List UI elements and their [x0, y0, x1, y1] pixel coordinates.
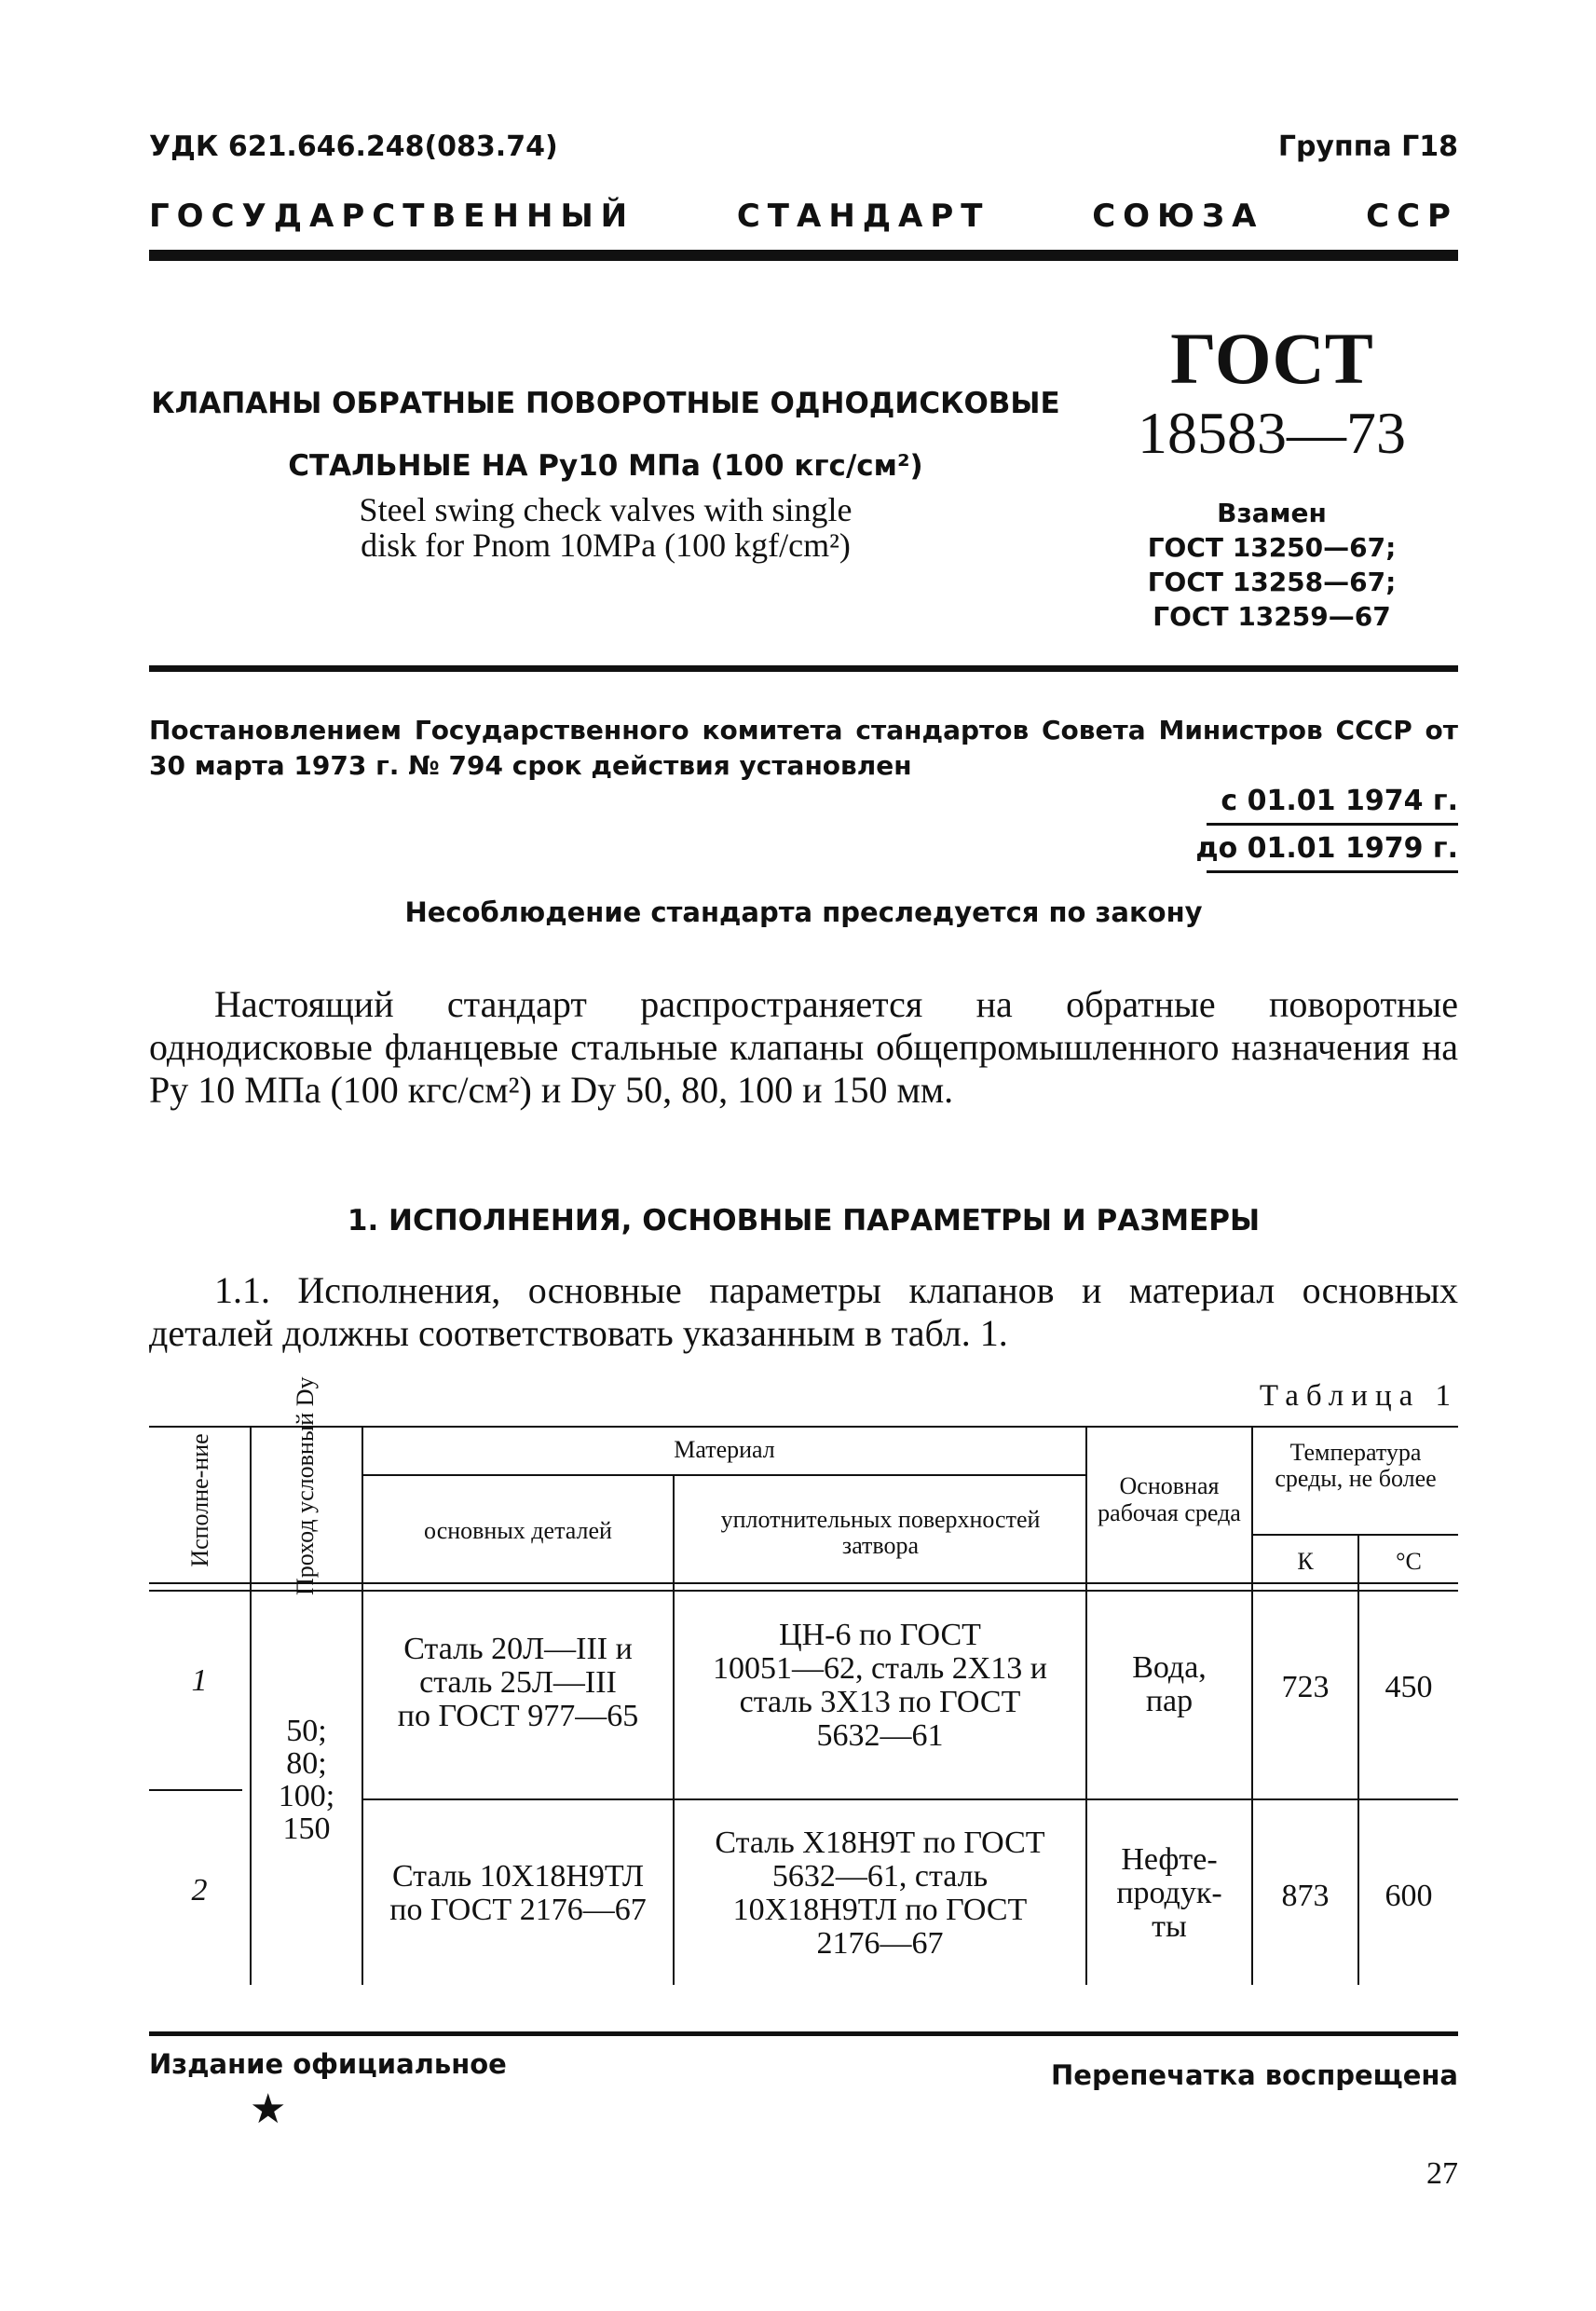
row1-material-seal-line: ЦН-6 по ГОСТ	[779, 1618, 981, 1652]
title-russian	[149, 373, 1062, 498]
table-rule	[1253, 1534, 1458, 1536]
udk-code: УДК 621.646.248(083.74)	[149, 130, 558, 163]
header-material-seal: уплотнительных поверхностей затвора	[720, 1506, 1041, 1559]
table-col-rule	[250, 1426, 252, 1985]
diameter-value: 50;	[286, 1714, 327, 1748]
header-temperature: Температура среды, не более	[1275, 1439, 1437, 1492]
gost-number: 18583—73	[1138, 400, 1406, 466]
date-rule	[1207, 823, 1458, 826]
effective-from: с 01.01 1974 г.	[1221, 785, 1458, 817]
row1-version: 1	[191, 1663, 208, 1698]
table-row-rule	[363, 1798, 1458, 1800]
row2-medium-line: ты	[1152, 1909, 1187, 1944]
banner-word: ССР	[1366, 198, 1458, 235]
row1-material-main-line: по ГОСТ 977—65	[397, 1699, 639, 1733]
table-header-rule	[149, 1582, 1458, 1584]
star-icon: ★	[250, 2086, 287, 2132]
title-ru-line: КЛАПАНЫ ОБРАТНЫЕ ПОВОРОТНЫЕ ОДНОДИСКОВЫЕ	[151, 387, 1060, 420]
row2-material-seal-line: Сталь Х18Н9Т по ГОСТ	[715, 1826, 1045, 1860]
table-header-rule	[149, 1590, 1458, 1592]
diameter-value: 100;	[278, 1779, 335, 1813]
table-caption: Таблица 1	[1259, 1379, 1458, 1413]
decree-text: Постановлением Государственного комитета стандартов Совета Министров СССР от 30 марта 1973 г. № 794 срок действия установлен	[149, 715, 1458, 781]
intro-paragraph: Настоящий стандарт распространяется на обратные поворотные однодисковые фланцевые стальные клапаны общепромышленного назначения на Pу 10 МПа (100 кгс/см²) и Dу 50, 80, 100 и 150 мм.	[149, 983, 1458, 1111]
row2-medium	[1087, 1843, 1251, 1944]
banner-rule	[149, 250, 1458, 261]
gost-label: ГОСТ	[1170, 318, 1373, 399]
table-col-rule	[1357, 1534, 1359, 1985]
header-version: Исполне-ние	[186, 1433, 213, 1567]
header-material-main: основных деталей	[424, 1517, 612, 1544]
official-edition: Издание официальное	[149, 2048, 507, 2080]
title-en-line: Steel swing check valves with single	[359, 491, 853, 528]
title-english	[149, 492, 1062, 563]
row1-material-seal-line: сталь 3Х13 по ГОСТ	[739, 1685, 1021, 1719]
row1-temp-k: 723	[1281, 1670, 1330, 1704]
row2-material-seal-line: 5632—61, сталь	[771, 1859, 989, 1894]
banner-word: ГОСУДАРСТВЕННЫЙ	[149, 198, 635, 235]
diameter-value: 150	[282, 1812, 331, 1846]
row1-material-main	[363, 1633, 673, 1733]
reprint-notice: Перепечатка воспрещена	[1051, 2059, 1458, 2091]
banner-word: СОЮЗА	[1092, 198, 1264, 235]
replaced-standard: ГОСТ 13250—67;	[1147, 532, 1397, 563]
effective-to: до 01.01 1979 г.	[1195, 832, 1458, 865]
title-rule	[149, 665, 1458, 672]
header-temp-c: °С	[1396, 1548, 1422, 1575]
row1-material-seal-line: 5632—61	[816, 1718, 944, 1753]
diameter-values	[252, 1715, 361, 1845]
row1-material-seal	[675, 1619, 1085, 1753]
penalty-notice: Несоблюдение стандарта преследуется по закону	[404, 896, 1203, 928]
replaced-standard: ГОСТ 13259—67	[1153, 601, 1391, 632]
group-code: Группа Г18	[1277, 130, 1458, 163]
table-top-rule	[149, 1426, 1458, 1428]
row2-temp-k: 873	[1281, 1879, 1330, 1913]
row2-material-seal	[675, 1826, 1085, 1961]
row2-temp-c: 600	[1385, 1879, 1433, 1913]
row1-medium-line: пар	[1145, 1684, 1194, 1718]
banner-word: СТАНДАРТ	[736, 198, 990, 235]
row2-material-main	[363, 1860, 673, 1927]
header-medium: Основная рабочая среда	[1098, 1472, 1241, 1526]
row1-material-seal-line: 10051—62, сталь 2Х13 и	[713, 1651, 1047, 1686]
replaces-block	[1118, 496, 1425, 634]
row2-version: 2	[191, 1873, 208, 1908]
table-row-rule	[149, 1789, 242, 1791]
section-heading: 1. ИСПОЛНЕНИЯ, ОСНОВНЫЕ ПАРАМЕТРЫ И РАЗМЕРЫ	[347, 1204, 1261, 1238]
header-diameter: Проход условный Dу	[292, 1376, 319, 1595]
row2-material-main-line: по ГОСТ 2176—67	[389, 1893, 647, 1927]
date-rule	[1207, 870, 1458, 873]
page-number: 27	[1426, 2156, 1458, 2191]
row2-material-seal-line: 2176—67	[816, 1926, 944, 1961]
row2-medium-line: продук-	[1116, 1876, 1222, 1910]
row1-material-main-line: сталь 25Л—III	[419, 1665, 617, 1700]
row2-material-seal-line: 10Х18Н9ТЛ по ГОСТ	[732, 1893, 1028, 1927]
row1-medium	[1087, 1651, 1251, 1718]
row1-medium-line: Вода,	[1132, 1650, 1207, 1685]
replaced-standard: ГОСТ 13258—67;	[1147, 567, 1397, 597]
title-en-line: disk for Pnom 10MPa (100 kgf/cm²)	[361, 526, 851, 564]
table-rule	[363, 1474, 1085, 1476]
standard-banner	[149, 198, 1458, 235]
replaces-label: Взамен	[1217, 498, 1327, 528]
paragraph-1-1: 1.1. Исполнения, основные параметры клапанов и материал основных деталей должны соответствовать указанным в табл. 1.	[149, 1269, 1458, 1354]
row2-medium-line: Нефте-	[1121, 1842, 1218, 1877]
diameter-value: 80;	[286, 1746, 327, 1781]
row1-temp-c: 450	[1385, 1670, 1433, 1704]
title-ru-line: СТАЛЬНЫЕ НА Pу10 МПа (100 кгс/см²)	[288, 449, 923, 483]
header-material: Материал	[674, 1436, 775, 1463]
row2-material-main-line: Сталь 10Х18Н9ТЛ	[391, 1859, 645, 1894]
row1-material-main-line: Сталь 20Л—III и	[403, 1632, 633, 1666]
header-temp-k: К	[1297, 1548, 1314, 1575]
footer-rule	[149, 2031, 1458, 2036]
